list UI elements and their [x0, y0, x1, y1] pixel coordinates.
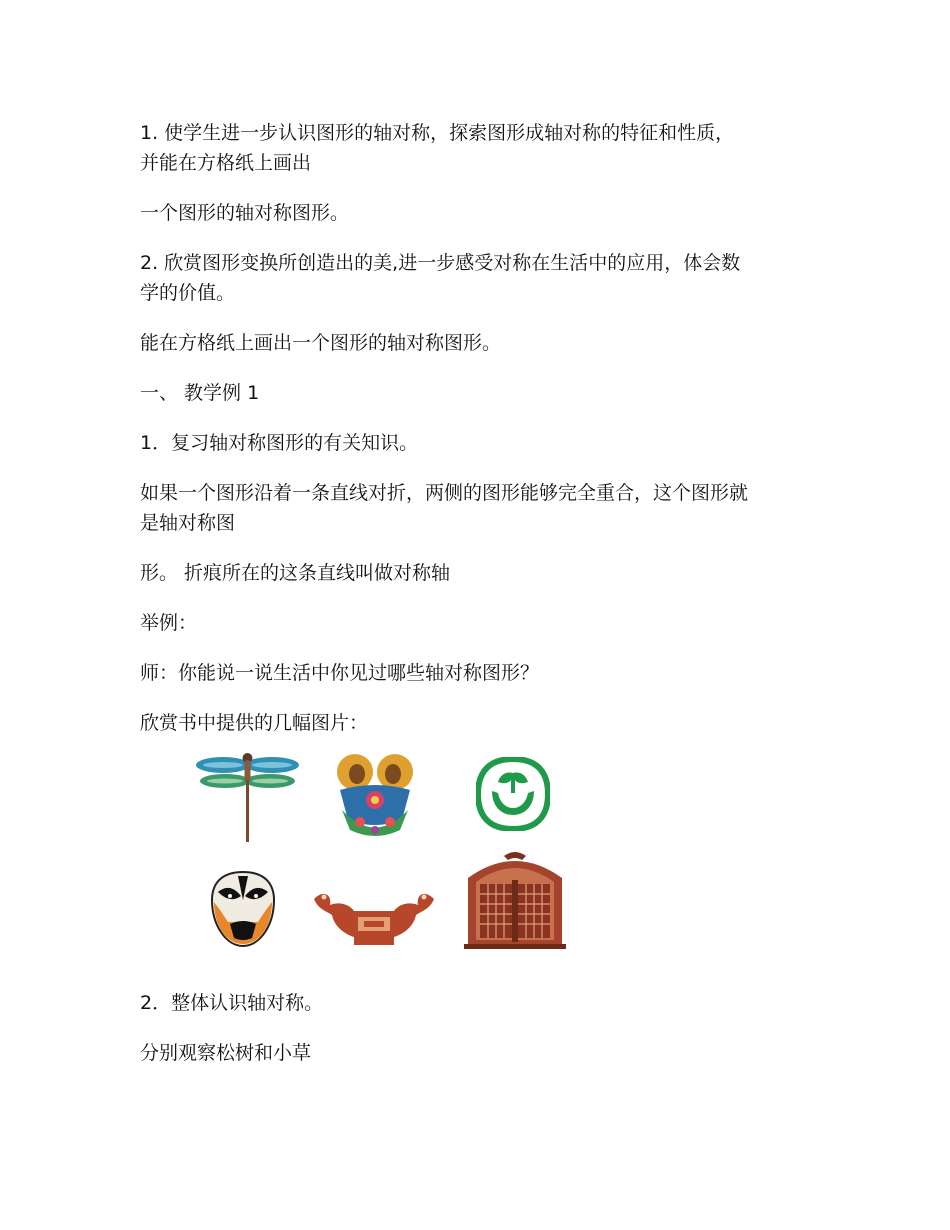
pictures-intro: 欣赏书中提供的几幅图片： [140, 712, 369, 734]
objective-1-line-3: 一个图形的轴对称图形。 [140, 202, 350, 224]
definition-line-2: 是轴对称图 [140, 512, 236, 534]
jade-dragon-ornament-icon [310, 885, 438, 947]
definition-line-3: 形。 折痕所在的这条直线叫做对称轴 [140, 562, 451, 584]
section-heading: 一、 教学例 1 [140, 382, 260, 404]
definition-line-1: 如果一个图形沿着一条直线对折，两侧的图形能够完全重合，这个图形就 [140, 482, 749, 504]
step-2-heading: 2．整体认识轴对称。 [140, 992, 324, 1014]
paper-cut-monkeys-icon [330, 750, 420, 840]
examples-label: 举例： [140, 612, 198, 634]
observe-line: 分别观察松树和小草 [140, 1042, 312, 1064]
key-point: 能在方格纸上画出一个图形的轴对称图形。 [140, 332, 502, 354]
teacher-question: 师：你能说一说生活中你见过哪些轴对称图形？ [140, 662, 540, 684]
objective-1-line-2: 并能在方格纸上画出 [140, 152, 312, 174]
carved-window-icon [460, 850, 570, 950]
objective-2-line-2: 学的价值。 [140, 282, 236, 304]
objective-2-line-1: 2. 欣赏图形变换所创造出的美,进一步感受对称在生活中的应用，体会数 [140, 252, 741, 274]
dragonfly-icon [195, 750, 300, 845]
green-food-logo-icon [476, 757, 550, 831]
symmetric-pictures [140, 745, 660, 960]
opera-mask-icon [208, 870, 278, 948]
objective-1-line-1: 1. 使学生进一步认识图形的轴对称，探索图形成轴对称的特征和性质， [140, 122, 735, 144]
step-1-heading: 1．复习轴对称图形的有关知识。 [140, 432, 419, 454]
